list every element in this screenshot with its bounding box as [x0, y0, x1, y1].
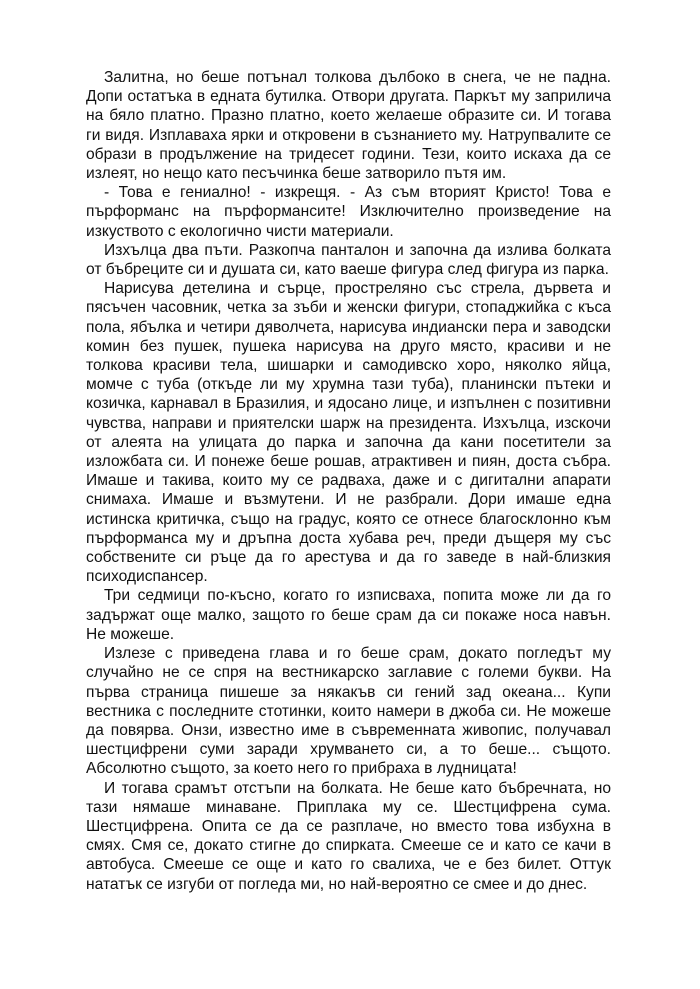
- paragraph-5: Три седмици по-късно, когато го изписваха, попита може ли да го задържат още малко, защото го беше срам да си покаже носа навън. Не можеше.: [86, 587, 611, 643]
- paragraph-6: Излезе с приведена глава и го беше срам, докато погледът му случайно не се спря на вестникарско заглавие с големи букви. На първа страница пишеше за някакъв си гений зад океана... Купи вестника с последните стотинки, които намери в джоба си. Не можеше да повярва. Онзи, известно име в съвременната живопис, получавал шестцифрени суми заради хрумването си, а то беше... същото. Абсолютно същото, за което него го прибраха в лудницата!: [86, 645, 611, 778]
- paragraph-7: И тогава срамът отстъпи на болката. Не беше като бъбречната, но тази нямаше минаване. Приплака му се. Шестцифрена сума. Шестцифрена. Опита се да се разплаче, но вместо това избухна в смях. Смя се, докато стигне до спирката. Смееше се и като се качи в автобуса. Смееше се още и като го свалиха, че е без билет. Оттук нататък се изгуби от погледа ми, но най-вероятно се смее и до днес.: [86, 779, 611, 893]
- story-text: [86, 68, 611, 894]
- paragraph-1: Залитна, но беше потънал толкова дълбоко в снега, че не падна. Допи остатъка в едната бутилка. Отвори другата. Паркът му заприличa на бяло платно. Празно платно, което желаеше образите си. И тогава ги видя. Изплаваха ярки и откровени в съзнанието му. Натрупвалите се образи в продължение на тридесет години. Тези, които искаха да се излеят, но нещо като песъчинка беше затворило пътя им.: [86, 69, 611, 183]
- paragraph-2: - Това е гениално! - изкрещя. - Аз съм вторият Кристо! Това е пърформанс на пърформансите! Изключително произведение на изкуството с екологично чисти материали.: [86, 184, 611, 240]
- paragraph-4: Нарисува детелина и сърце, простреляно със стрела, дървета и пясъчен часовник, четка за зъби и женски фигури, стопаджийка с къса пола, ябълка и четири дяволчета, нарисува индиански пера и заводски комин без пушек, пушека нарисува на друго място, красиви и не толкова красиви тела, шишарки и самодивско хоро, няколко яйца, момче с туба (откъде ли му хрумна тази туба), планински пътеки и козичка, карнавал в Бразилия, и ядосано лице, и изпълнен с позитивни чувства, направи и приятелски шарж на президента. Изхълца, изскочи от алеята на улицата до парка и започна да кани посетители за изложбата си. И понеже беше рошав, атрактивен и пиян, доста събра. Имаше и такива, които му се радваха, даже и с дигитални апарати снимаха. Имаше и възмутени. И не разбрали. Дори имаше една истинска критичка, също на градус, която се отнесе благосклонно към пърформанса му и дръпна доста хубава реч, преди дъщеря му със собствените си ръце да го арестува и да го заведе в най-близкия психодиспансер.: [86, 280, 611, 586]
- paragraph-3: Изхълца два пъти. Разкопча панталон и започна да излива болката от бъбреците си и душата си, като ваеше фигура след фигура из парка.: [86, 241, 611, 279]
